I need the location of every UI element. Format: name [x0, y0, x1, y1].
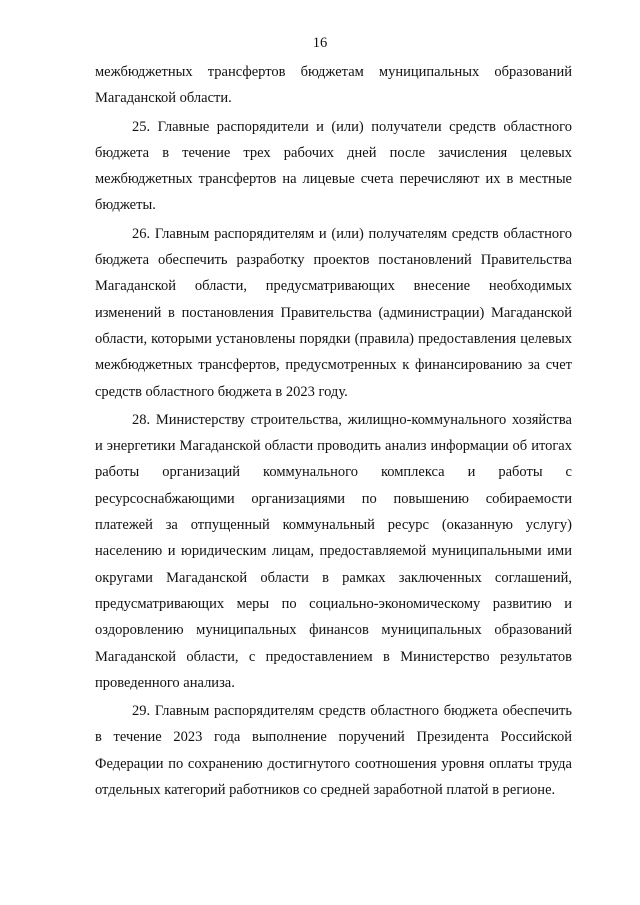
page-number: 16 — [312, 35, 328, 51]
document-body — [95, 59, 572, 803]
paragraph-28: 28. Министерству строительства, жилищно-коммунального хозяйства и энергетики Магаданской области проводить анализ информации об итогах работы организаций коммунального комплекса и работы с ресурсоснабжающими организациями по повышению собираемости платежей за отпущенный коммунальный ресурс (оказанную услугу) населению и юридическим лицам, предоставляемой муниципальными ими округами Магаданской области в рамках заключенных соглашений, предусматривающих меры по социально-экономическому развитию и оздоровлению муниципальных финансов муниципальных образований Магаданской области, с предоставлением в Министерство результатов проведенного анализа. — [95, 411, 572, 691]
paragraph-29: 29. Главным распорядителям средств областного бюджета обеспечить в течение 2023 года выполнение поручений Президента Российской Федерации по сохранению достигнутого соотношения уровня оплаты труда отдельных категорий работников со средней заработной платой в регионе. — [95, 703, 572, 799]
paragraph-25: 25. Главные распорядители и (или) получатели средств областного бюджета в течение трех рабочих дней после зачисления целевых межбюджетных трансфертов на лицевые счета перечисляют их в местные бюджеты. — [95, 118, 572, 214]
paragraph-26: 26. Главным распорядителям и (или) получателям средств областного бюджета обеспечить разработку проектов постановлений Правительства Магаданской области, предусматривающих внесение необходимых изменений в постановления Правительства (администрации) Магаданской области, которыми установлены порядки (правила) предоставления целевых межбюджетных трансфертов, предусмотренных к финансированию за счет средств областного бюджета в 2023 году. — [95, 225, 572, 400]
paragraph-continuation: межбюджетных трансфертов бюджетам муниципальных образований Магаданской области. — [95, 64, 572, 107]
